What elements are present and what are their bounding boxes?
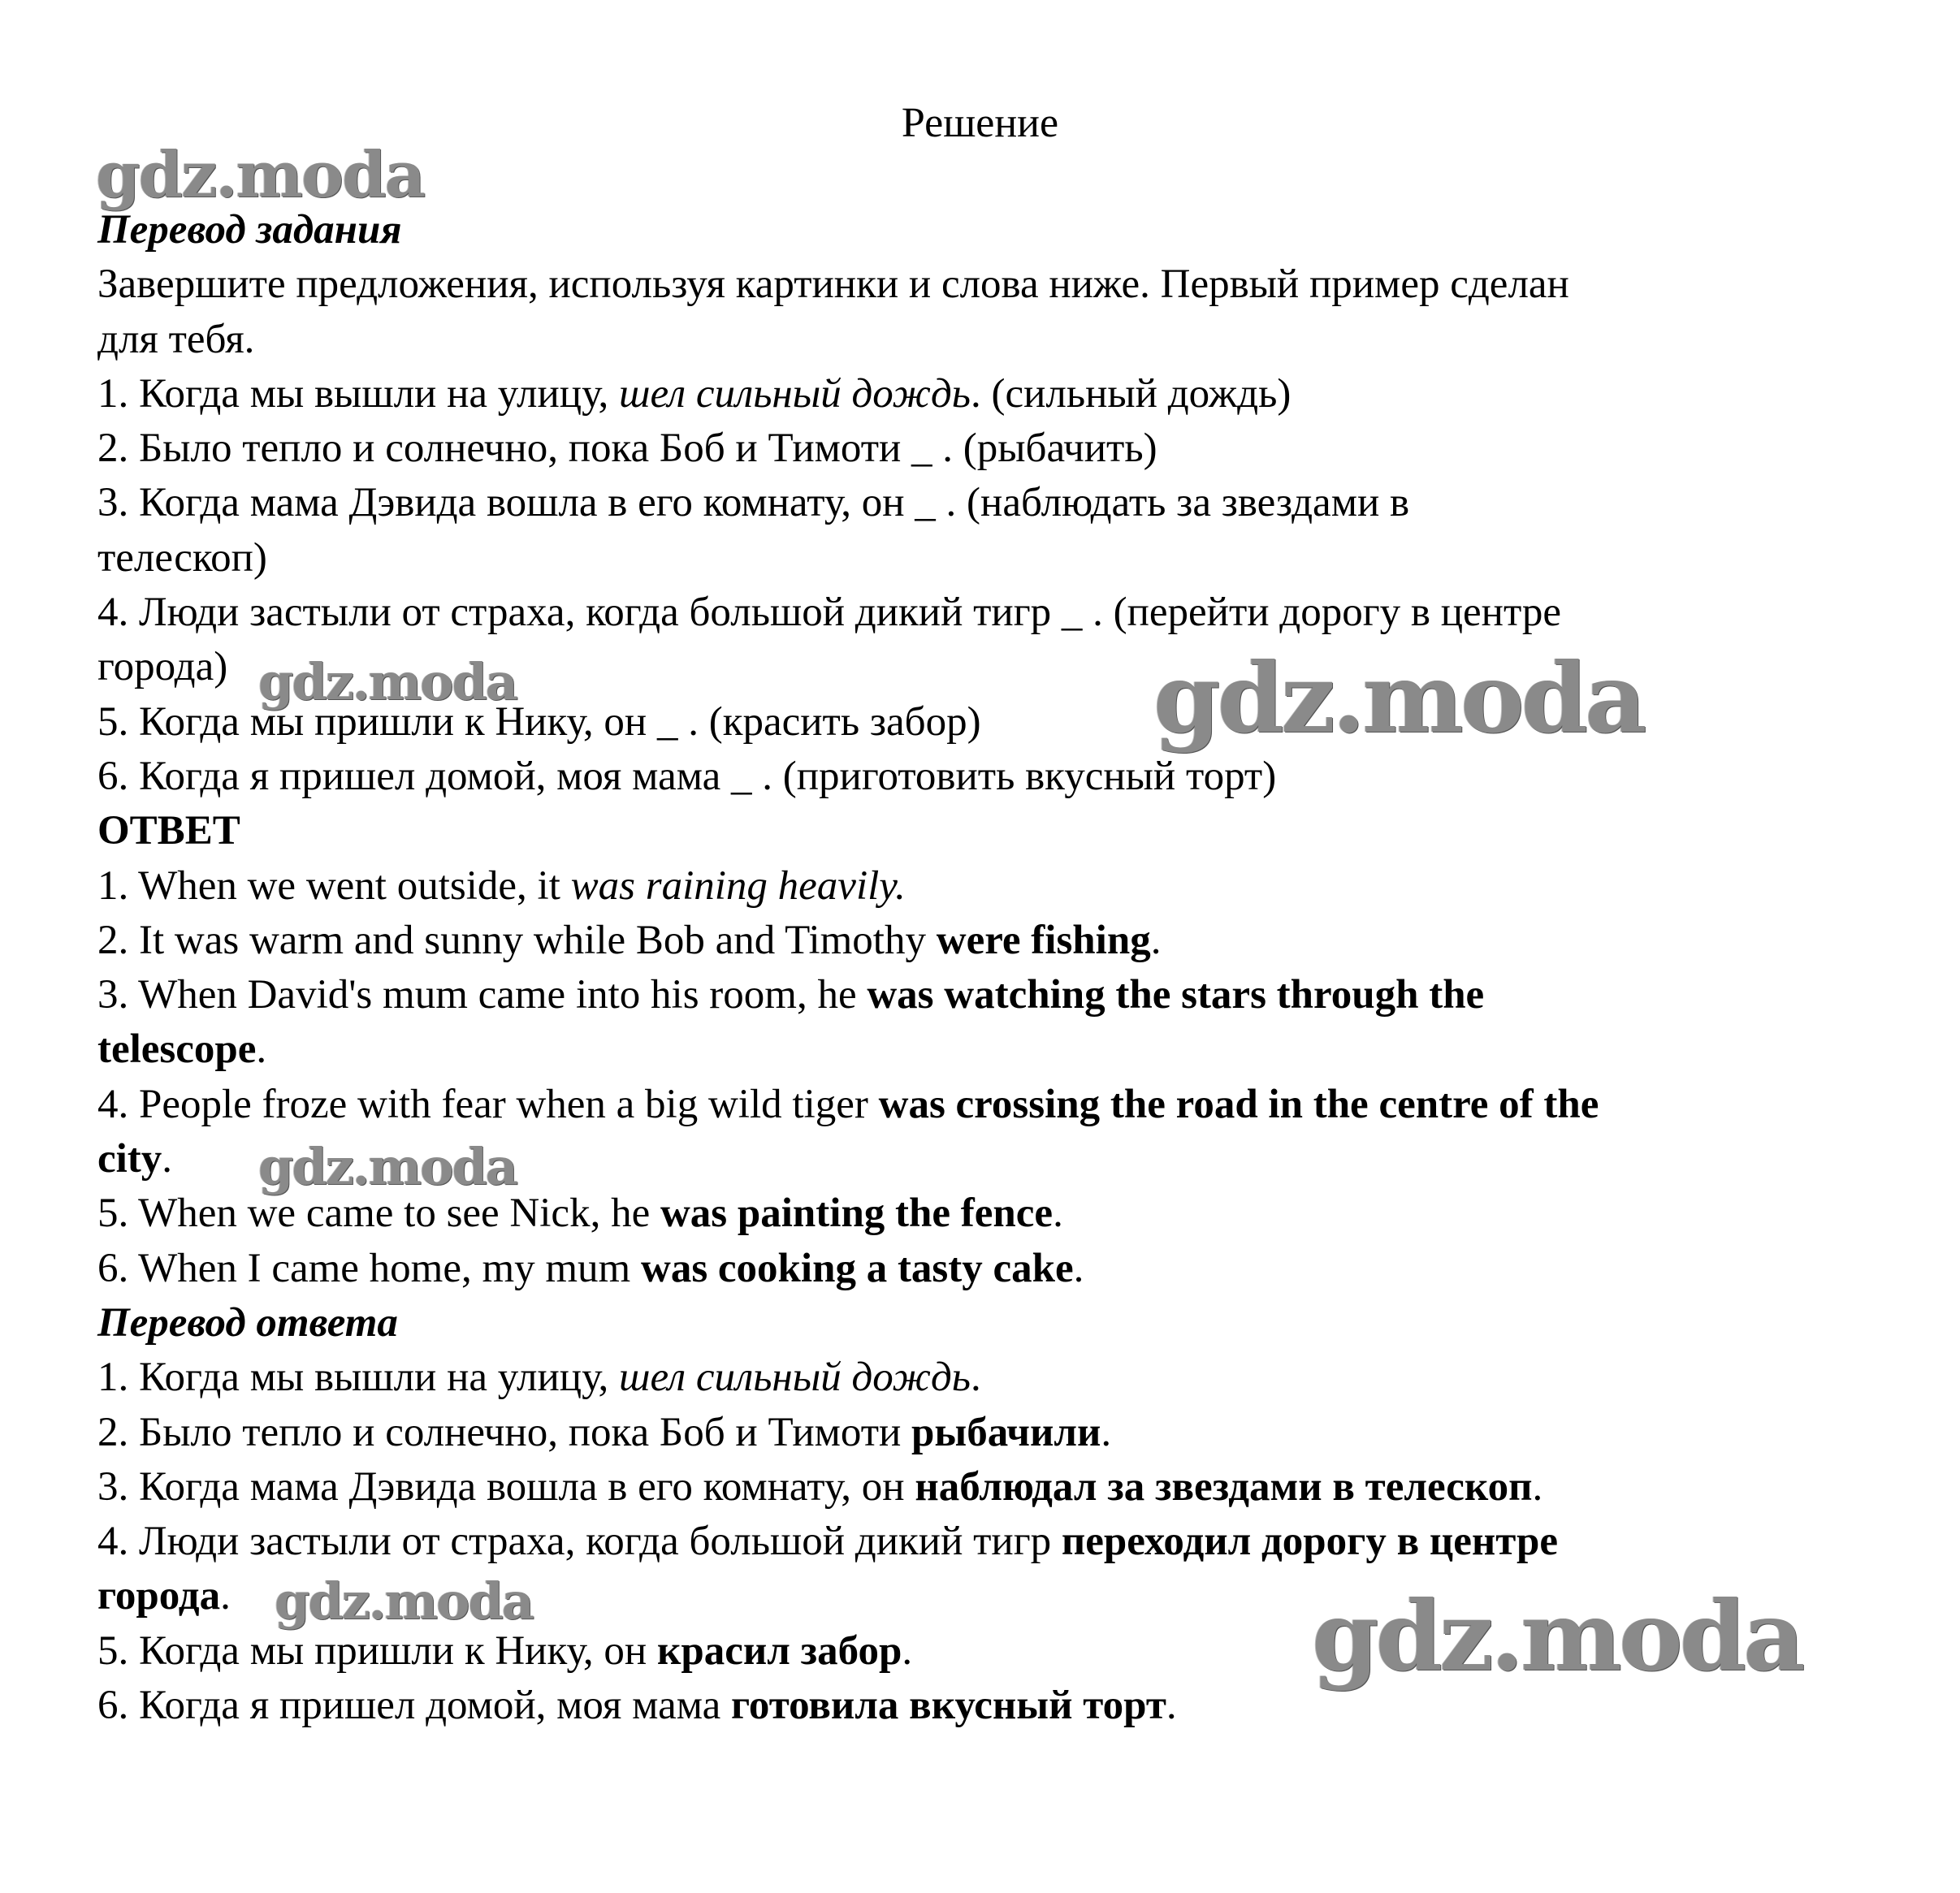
answer-translation-item-4-cont: города. — [97, 1573, 231, 1619]
answer-item-4: 4. People froze with fear when a big wild tiger was crossing the road in the centre of the — [97, 1081, 1599, 1127]
answer-item-3: 3. When David's mum came into his room, he was watching the stars through the — [97, 972, 1485, 1018]
watermark-logo: gdz.moda — [258, 652, 517, 711]
task-item-6: 6. Когда я пришел домой, моя мама _ . (приготовить вкусный торт) — [97, 753, 1277, 799]
answer-translation-item-3: 3. Когда мама Дэвида вошла в его комнату, он наблюдал за звездами в телескоп. — [97, 1463, 1543, 1510]
answer-translation-item-4: 4. Люди застыли от страха, когда большой дикий тигр переходил дорогу в центре — [97, 1519, 1558, 1565]
watermark-logo: gdz.moda — [1312, 1580, 1802, 1692]
answer-item-4-cont: city. — [97, 1136, 173, 1182]
task-item-5: 5. Когда мы пришли к Нику, он _ . (красить забор) — [97, 698, 981, 745]
task-intro-line-2: для тебя. — [97, 316, 255, 362]
task-item-4: 4. Люди застыли от страха, когда большой дикий тигр _ . (перейти дорогу в центре — [97, 590, 1562, 636]
answer-translation-heading: Перевод ответа — [97, 1299, 398, 1346]
answer-item-1: 1. When we went outside, it was raining heavily. — [97, 862, 906, 909]
watermark-logo: gdz.moda — [96, 138, 425, 212]
document-body — [97, 203, 1884, 1733]
watermark-logo: gdz.moda — [258, 1137, 517, 1196]
answer-item-6: 6. When I came home, my mum was cooking a tasty cake. — [97, 1245, 1084, 1291]
answer-translation-item-1: 1. Когда мы вышли на улицу, шел сильный дождь. — [97, 1355, 981, 1401]
task-item-3: 3. Когда мама Дэвида вошла в его комнату, он _ . (наблюдать за звездами в — [97, 480, 1410, 526]
answer-item-5: 5. When we came to see Nick, he was painting the fence. — [97, 1191, 1063, 1237]
task-translation-heading: Перевод задания — [97, 207, 402, 253]
task-item-1: 1. Когда мы вышли на улицу, шел сильный дождь. (сильный дождь) — [97, 370, 1292, 417]
answer-translation-item-6: 6. Когда я пришел домой, моя мама готовила вкусный торт. — [97, 1683, 1177, 1729]
task-item-4-cont: города) — [97, 644, 228, 690]
task-intro-line-1: Завершите предложения, используя картинки и слова ниже. Первый пример сделан — [97, 261, 1569, 308]
page-title: Решение — [901, 100, 1059, 146]
watermark-logo: gdz.moda — [275, 1571, 533, 1631]
answer-translation-item-2: 2. Было тепло и солнечно, пока Боб и Тимоти рыбачили. — [97, 1409, 1112, 1455]
task-item-2: 2. Было тепло и солнечно, пока Боб и Тимоти _ . (рыбачить) — [97, 426, 1157, 472]
answer-heading: ОТВЕТ — [97, 808, 240, 854]
task-item-3-cont: телескоп) — [97, 534, 267, 581]
answer-translation-item-5: 5. Когда мы пришли к Нику, он красил забор. — [97, 1627, 913, 1674]
answer-item-3-cont: telescope. — [97, 1026, 267, 1073]
answer-item-2: 2. It was warm and sunny while Bob and Timothy were fishing. — [97, 917, 1162, 963]
watermark-logo: gdz.moda — [1153, 642, 1644, 754]
